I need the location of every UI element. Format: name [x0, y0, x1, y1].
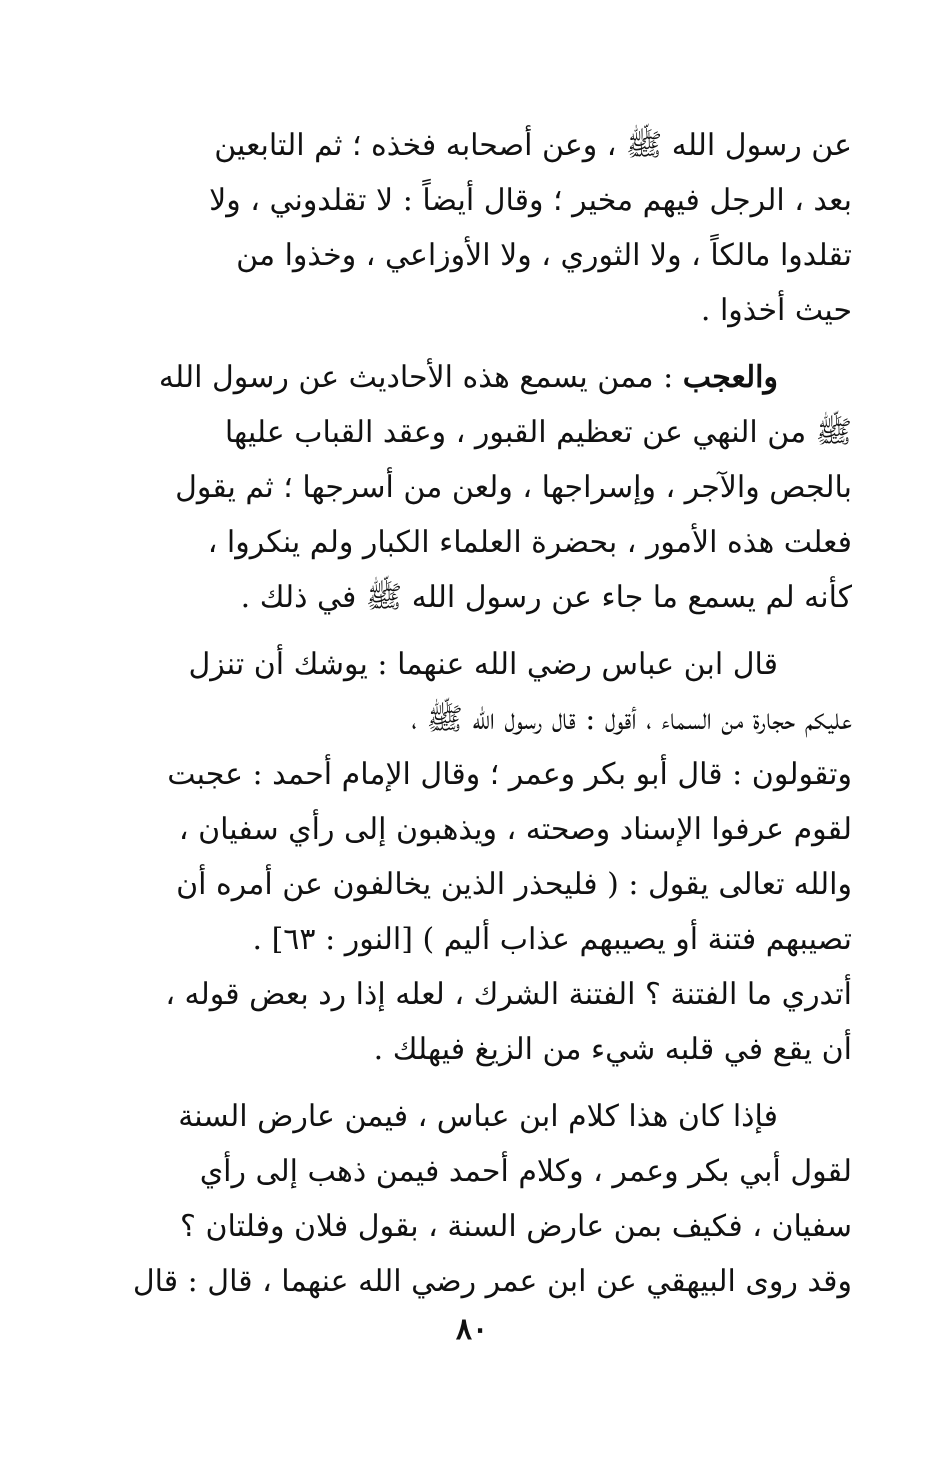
text-line: سفيان ، فكيف بمن عارض السنة ، بقول فلان وفلتان ؟ [180, 1209, 852, 1244]
text-line: أتدري ما الفتنة ؟ الفتنة الشرك ، لعله إذا رد بعض قوله ، [165, 977, 852, 1012]
text-line: ﷺ من النهي عن تعظيم القبور ، وعقد القباب عليها [224, 415, 852, 450]
text-line: أن يقع في قلبه شيء من الزيغ فيهلك . [373, 1032, 852, 1067]
bold-lead-word: والعجب [682, 360, 778, 395]
text-line: عليكم حجارة من السماء ، أقول : قال رسول الله ﷺ ، [411, 702, 852, 737]
text-line: وقد روى البيهقي عن ابن عمر رضي الله عنهما ، قال : قال [132, 1264, 852, 1299]
text-line: تقلدوا مالكاً ، ولا الثوري ، ولا الأوزاعي ، وخذوا من [236, 238, 852, 273]
text-line-rest: : ممن يسمع هذه الأحاديث عن رسول الله [158, 360, 683, 395]
text-line: عن رسول الله ﷺ ، وعن أصحابه فخذه ؛ ثم التابعين [214, 128, 852, 163]
text-line: والله تعالى يقول : ( فليحذر الذين يخالفون عن أمره أن [176, 867, 852, 902]
paragraph-1 [104, 118, 852, 338]
page-number: ٨٠ [455, 1312, 489, 1347]
text-line: حيث أخذوا . [700, 293, 852, 328]
text-line: لقوم عرفوا الإسناد وصحته ، ويذهبون إلى رأي سفيان ، [178, 812, 852, 847]
text-line: وتقولون : قال أبو بكر وعمر ؛ وقال الإمام أحمد : عجبت [167, 757, 852, 792]
text-line: فإذا كان هذا كلام ابن عباس ، فيمن عارض السنة [178, 1099, 778, 1134]
text-line: بعد ، الرجل فيهم مخير ؛ وقال أيضاً : لا تقلدوني ، ولا [209, 183, 852, 218]
text-line: لقول أبي بكر وعمر ، وكلام أحمد فيمن ذهب إلى رأي [199, 1154, 852, 1189]
text-line [104, 350, 852, 405]
paragraph-3 [104, 637, 852, 1077]
text-line: تصيبهم فتنة أو يصيبهم عذاب أليم ) [النور : ٦٣] . [252, 922, 852, 957]
text-line: فعلت هذه الأمور ، بحضرة العلماء الكبار ولم ينكروا ، [207, 525, 852, 560]
text-line: كأنه لم يسمع ما جاء عن رسول الله ﷺ في ذلك . [240, 580, 852, 615]
body-text [104, 118, 852, 1321]
text-line: قال ابن عباس رضي الله عنهما : يوشك أن تنزل [188, 647, 778, 682]
paragraph-2 [104, 350, 852, 625]
paragraph-4 [104, 1089, 852, 1309]
text-line: بالجص والآجر ، وإسراجها ، ولعن من أسرجها ؛ ثم يقول [175, 470, 852, 505]
